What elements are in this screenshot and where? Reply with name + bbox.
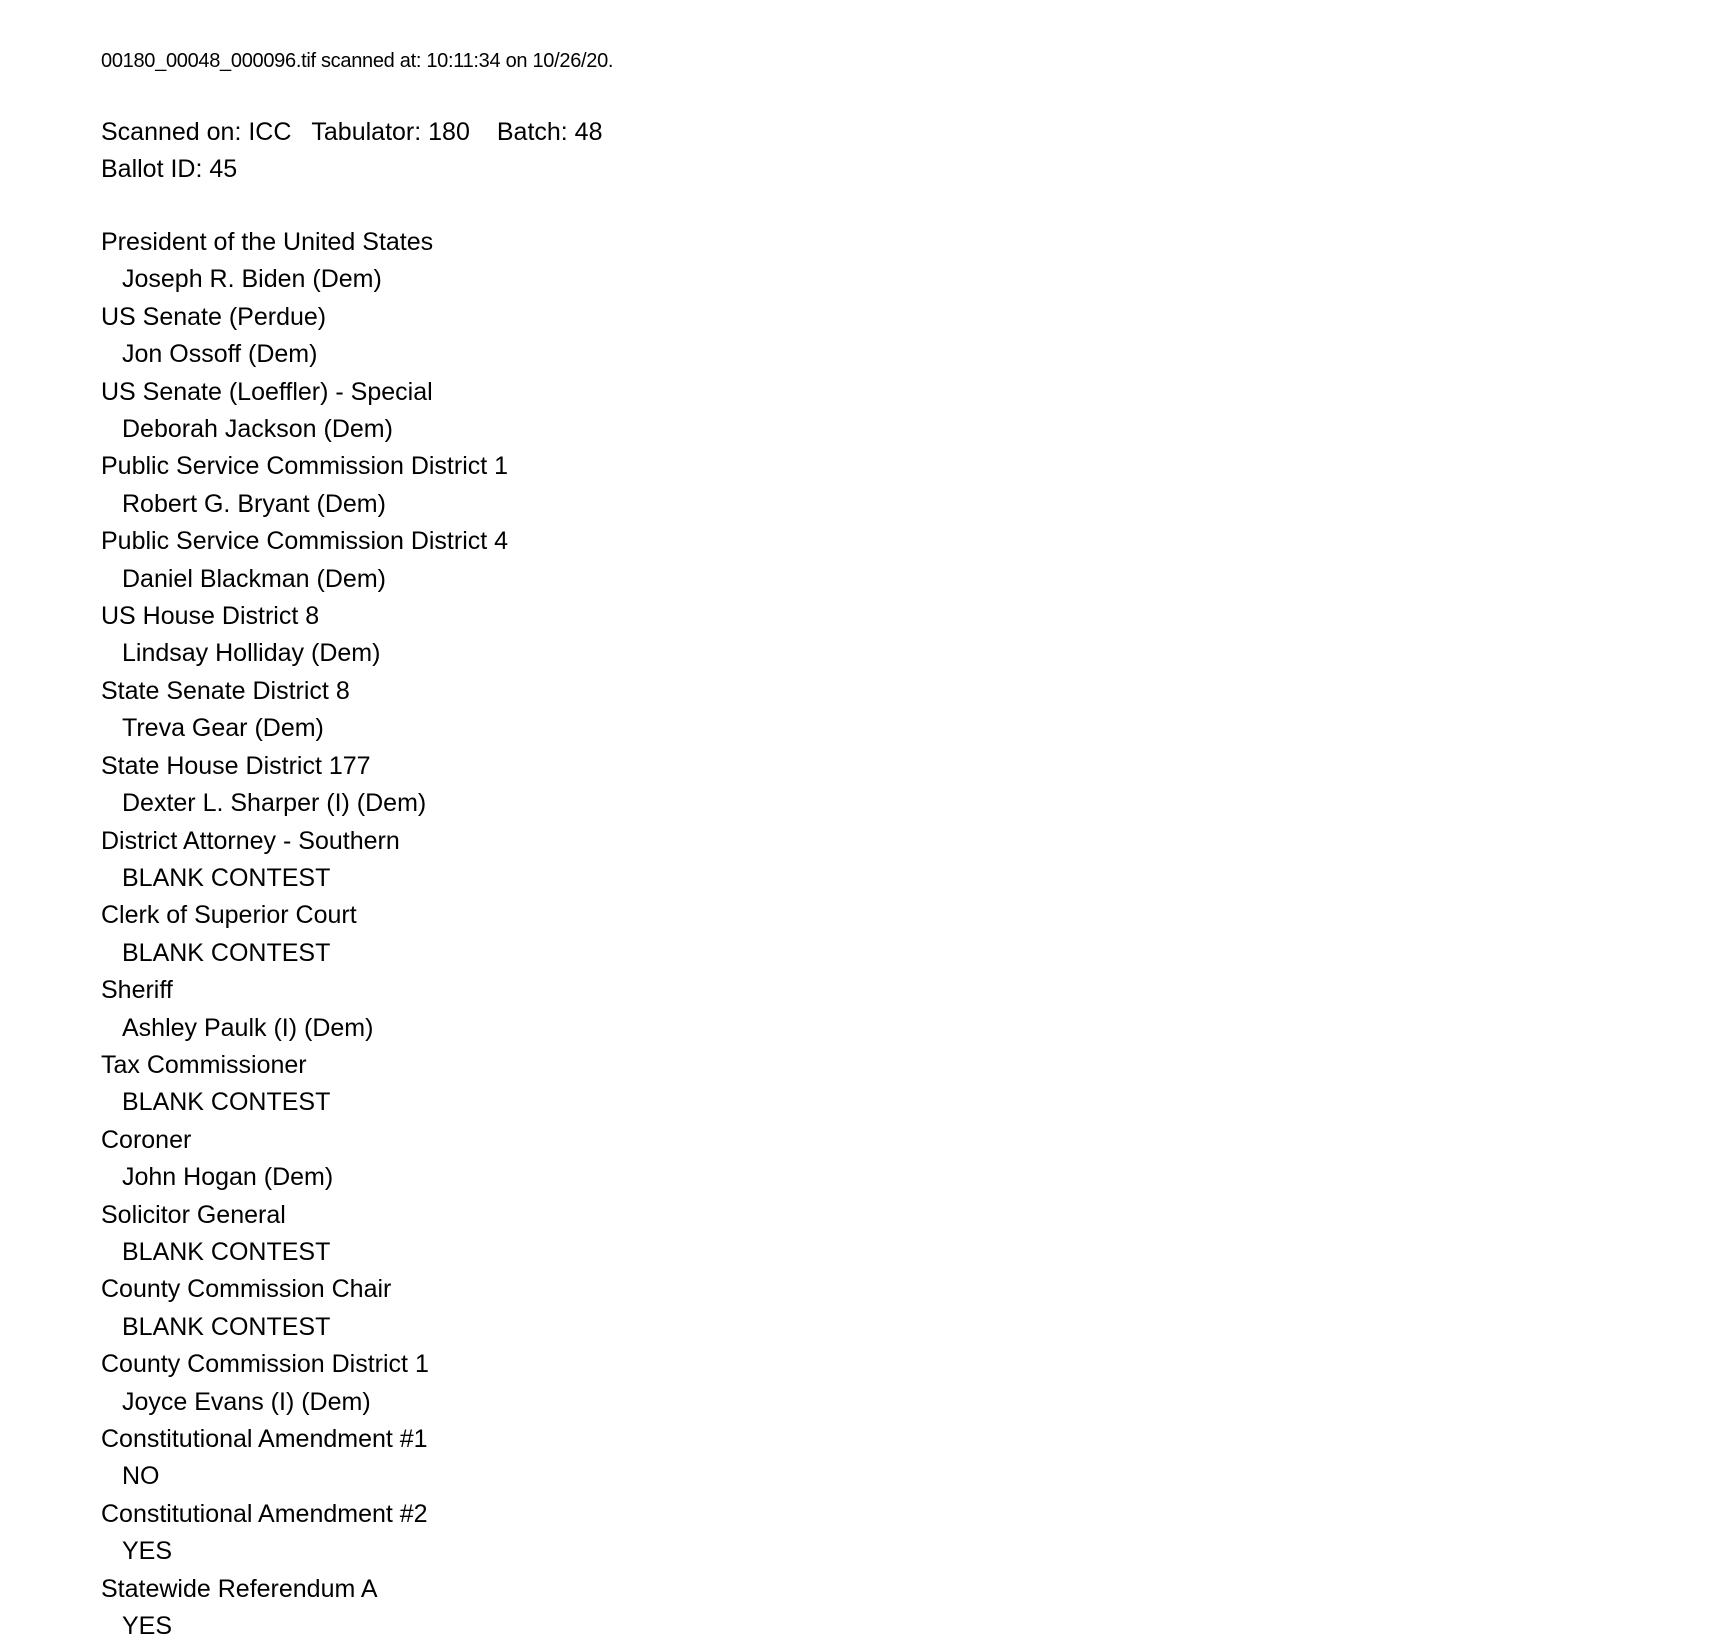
ballot-meta: [101, 114, 603, 189]
contest-item: [101, 448, 508, 523]
contest-name: State Senate District 8: [101, 676, 350, 705]
contest-item: [101, 1047, 508, 1122]
contest-name: US Senate (Loeffler) - Special: [101, 377, 433, 406]
scanned-on: Scanned on: ICC: [101, 118, 292, 146]
contest-name: US Senate (Perdue): [101, 302, 327, 331]
contest-choice: BLANK CONTEST: [122, 938, 331, 967]
contest-choice: YES: [122, 1612, 173, 1641]
contest-item: [101, 1421, 508, 1496]
contest-name: President of the United States: [101, 228, 434, 256]
contest-choice: John Hogan (Dem): [122, 1163, 334, 1192]
contest-item: [101, 1346, 508, 1421]
contest-name: County Commission District 1: [101, 1350, 429, 1379]
contest-name: District Attorney - Southern: [101, 826, 400, 855]
contest-item: [101, 1271, 508, 1346]
contest-item: [101, 673, 508, 748]
contest-choice: NO: [122, 1462, 160, 1491]
contest-choice: BLANK CONTEST: [122, 1088, 331, 1117]
meta-line-1: [101, 114, 603, 151]
contest-item: [101, 1496, 508, 1571]
contest-name: Clerk of Superior Court: [101, 901, 357, 930]
contest-item: [101, 598, 508, 673]
contest-choice: Robert G. Bryant (Dem): [122, 489, 386, 518]
contest-item: [101, 523, 508, 598]
ballot-id: Ballot ID: 45: [101, 155, 238, 184]
contest-item: [101, 1571, 508, 1646]
contest-item: [101, 1197, 508, 1272]
contest-name: Public Service Commission District 4: [101, 527, 509, 556]
contest-name: State House District 177: [101, 751, 371, 780]
contest-choice: Lindsay Holliday (Dem): [122, 639, 381, 668]
contest-item: [101, 823, 508, 898]
contest-name: Constitutional Amendment #1: [101, 1425, 428, 1453]
contest-name: County Commission Chair: [101, 1275, 392, 1304]
tabulator: Tabulator: 180: [311, 118, 470, 146]
contest-item: [101, 299, 508, 374]
contest-name: Constitutional Amendment #2: [101, 1499, 428, 1528]
contest-name: Coroner: [101, 1125, 192, 1154]
contest-name: US House District 8: [101, 602, 320, 631]
contest-item: [101, 897, 508, 972]
contest-choice: Deborah Jackson (Dem): [122, 415, 393, 444]
scan-header: 00180_00048_000096.tif scanned at: 10:11:34 on 10/26/20.: [101, 50, 614, 72]
contest-item: [101, 1122, 508, 1197]
contest-choice: Dexter L. Sharper (I) (Dem): [122, 789, 427, 818]
contest-name: Tax Commissioner: [101, 1050, 307, 1079]
contest-name: Public Service Commission District 1: [101, 452, 509, 481]
contest-choice: YES: [122, 1537, 173, 1566]
contest-choice: BLANK CONTEST: [122, 1312, 331, 1341]
contest-choice: Jon Ossoff (Dem): [122, 340, 318, 369]
contest-choice: Ashley Paulk (I) (Dem): [122, 1013, 374, 1042]
contest-choice: Daniel Blackman (Dem): [122, 564, 386, 593]
contest-name: Sheriff: [101, 976, 173, 1005]
contest-choice: Treva Gear (Dem): [122, 714, 324, 743]
contest-list: [101, 224, 508, 1645]
contest-name: Statewide Referendum A: [101, 1574, 378, 1603]
contest-choice: BLANK CONTEST: [122, 863, 331, 892]
batch: Batch: 48: [496, 118, 603, 146]
contest-item: [101, 224, 508, 299]
contest-item: [101, 972, 508, 1047]
contest-choice: BLANK CONTEST: [122, 1237, 331, 1266]
contest-item: [101, 374, 508, 449]
contest-choice: Joyce Evans (I) (Dem): [122, 1387, 371, 1416]
contest-name: Solicitor General: [101, 1200, 286, 1229]
contest-item: [101, 748, 508, 823]
contest-choice: Joseph R. Biden (Dem): [122, 265, 382, 294]
